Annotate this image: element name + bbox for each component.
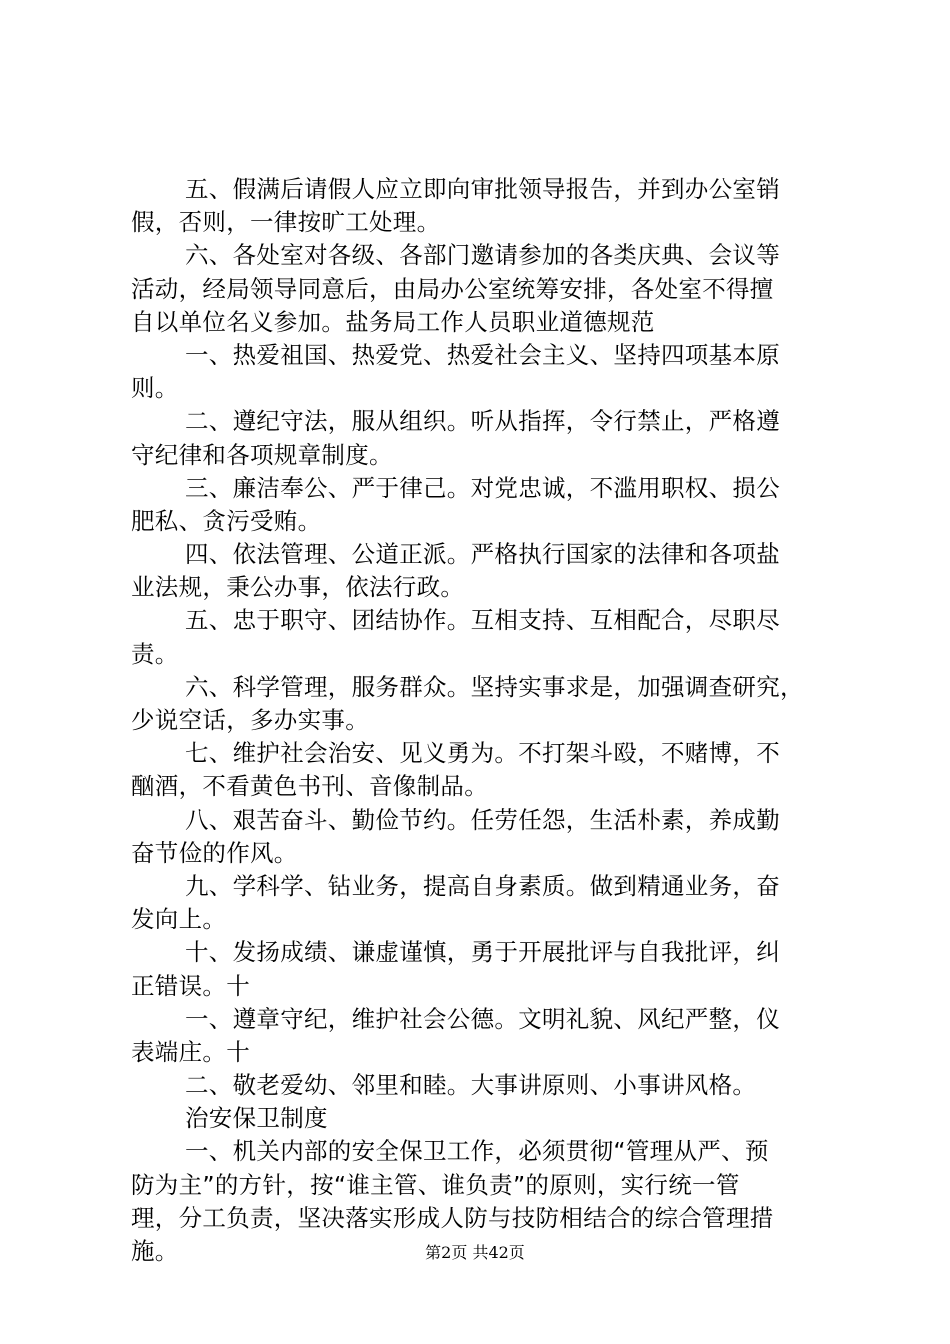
text-line: 业法规，秉公办事，依法行政。 (131, 573, 465, 602)
text-line: 一、机关内部的安全保卫工作，必须贯彻“管理从严、预 (185, 1137, 769, 1166)
text-line: 守纪律和各项规章制度。 (131, 440, 393, 469)
text-line: 少说空话，多办实事。 (131, 706, 369, 734)
text-line: 表端庄。十 (131, 1037, 250, 1066)
text-line: 一、热爱祖国、热爱党、热爱社会主义、坚持四项基本原 (185, 340, 780, 369)
text-line: 九、学科学、钻业务，提高自身素质。做到精通业务，奋 (185, 871, 780, 900)
text-line: 施。 (131, 1237, 179, 1265)
text-line: 则。 (131, 374, 179, 403)
text-line: 酗酒，不看黄色书刊、音像制品。 (131, 772, 488, 801)
text-line: 自以单位名义参加。盐务局工作人员职业道德规范 (131, 307, 655, 336)
text-line: 五、假满后请假人应立即向审批领导报告，并到办公室销 (185, 175, 780, 203)
text-line: 肥私、贪污受贿。 (131, 506, 322, 535)
text-line: 假，否则，一律按旷工处理。 (131, 208, 441, 237)
text-line: 六、科学管理，服务群众。坚持实事求是，加强调查研究， (185, 672, 804, 701)
text-line: 五、忠于职守、团结协作。互相支持、互相配合，尽职尽 (185, 606, 780, 635)
text-line: 一、遵章守纪，维护社会公德。文明礼貌、风纪严整，仪 (185, 1004, 780, 1033)
text-line: 防为主”的方针，按“谁主管、谁负责”的原则，实行统一管 (131, 1170, 740, 1199)
text-line: 十、发扬成绩、谦虚谨慎，勇于开展批评与自我批评，纠 (185, 938, 780, 967)
text-line: 奋节俭的作风。 (131, 838, 298, 867)
text-line: 八、艰苦奋斗、勤俭节约。任劳任怨，生活朴素，养成勤 (185, 805, 780, 834)
text-line: 发向上。 (131, 905, 227, 934)
text-line: 活动，经局领导同意后，由局办公室统筹安排，各处室不得擅 (131, 274, 774, 303)
text-line: 四、依法管理、公道正派。严格执行国家的法律和各项盐 (185, 540, 780, 569)
text-line: 正错误。十 (131, 971, 250, 1000)
text-line: 七、维护社会治安、见义勇为。不打架斗殴，不赌博，不 (185, 739, 780, 768)
page-footer: 第2页 共42页 (425, 1243, 525, 1262)
text-line: 二、遵纪守法，服从组织。听从指挥，令行禁止，严格遵 (185, 407, 780, 436)
text-line: 理，分工负责，坚决落实形成人防与技防相结合的综合管理措 (131, 1203, 774, 1232)
text-line: 六、各处室对各级、各部门邀请参加的各类庆典、会议等 (185, 241, 780, 270)
text-line: 三、廉洁奉公、严于律己。对党忠诚，不滥用职权、损公 (185, 473, 780, 502)
text-line: 治安保卫制度 (185, 1104, 328, 1133)
text-line: 二、敬老爱幼、邻里和睦。大事讲原则、小事讲风格。 (185, 1071, 757, 1100)
text-line: 责。 (131, 639, 179, 668)
document-body (131, 173, 831, 1268)
